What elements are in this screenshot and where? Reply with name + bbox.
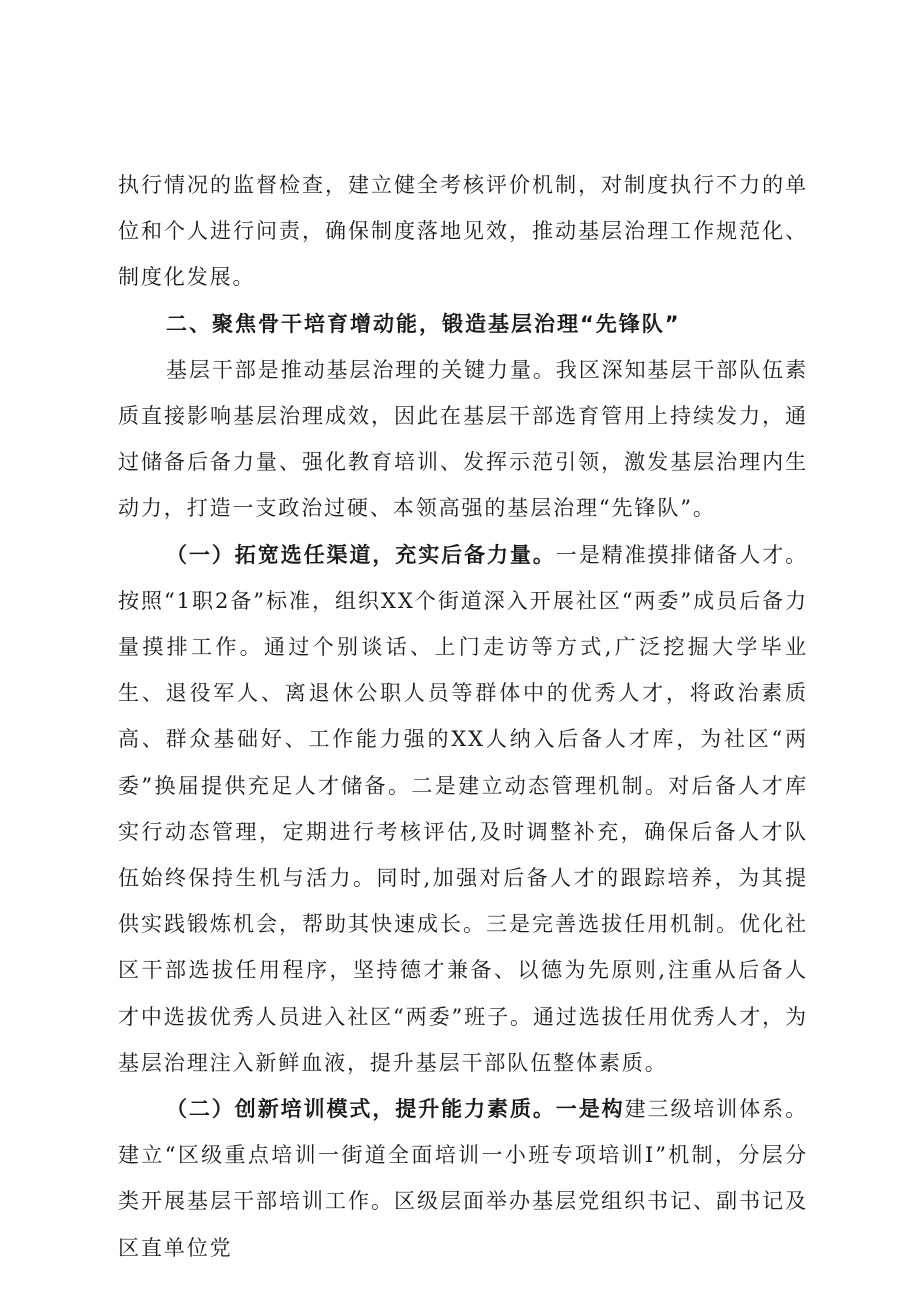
paragraph-continuation: 执行情况的监督检查，建立健全考核评价机制，对制度执行不力的单位和个人进行问责，确保制度落地见效，推动基层治理工作规范化、制度化发展。 <box>118 173 808 290</box>
paragraph-intro: 基层干部是推动基层治理的关键力量。我区深知基层干部队伍素质直接影响基层治理成效，因此在基层干部选育管用上持续发力，通过储备后备力量、强化教育培训、发挥示范引领，激发基层治理内生动力，打造一支政治过硬、本领高强的基层治理“先锋队”。 <box>118 357 808 521</box>
document-body <box>118 162 808 1271</box>
subsection-1-title: （一）拓宽选任渠道，充实后备力量。 <box>166 542 556 567</box>
subsection-1-body: 一是精准摸排储备人才。按照“1职2备”标准，组织XX个街道深入开展社区“两委”成员后备力量摸排工作。通过个别谈话、上门走访等方式,广泛挖掘大学毕业生、退役军人、离退休公职人员等群体中的优秀人才，将政治素质高、群众基础好、工作能力强的XX人纳入后备人才库，为社区“两委”换届提供充足人才储备。二是建立动态管理机制。对后备人才库实行动态管理，定期进行考核评估,及时调整补充，确保后备人才队伍始终保持生机与活力。同时,加强对后备人才的跟踪培养，为其提供实践锻炼机会，帮助其快速成长。三是完善选拔任用机制。优化社区干部选拔任用程序，坚持德才兼备、以德为先原则,注重从后备人才中选拔优秀人员进入社区“两委”班子。通过选拔任用优秀人才，为基层治理注入新鲜血液，提升基层干部队伍整体素质。 <box>118 542 808 1075</box>
paragraph-subsection-2 <box>118 1086 808 1271</box>
subsection-2-title: （二）创新培训模式，提升能力素质。一是构 <box>166 1097 625 1122</box>
section-heading: 二、聚焦骨干培育增动能，锻造基层治理“先锋队” <box>166 311 681 336</box>
subsection-2-body: 建三级培训体系。建立“区级重点培训一街道全面培训一小班专项培训I”机制，分层分类开展基层干部培训工作。区级层面举办基层党组织书记、副书记及区直单位党 <box>118 1097 808 1260</box>
paragraph-subsection-1 <box>118 532 808 1086</box>
